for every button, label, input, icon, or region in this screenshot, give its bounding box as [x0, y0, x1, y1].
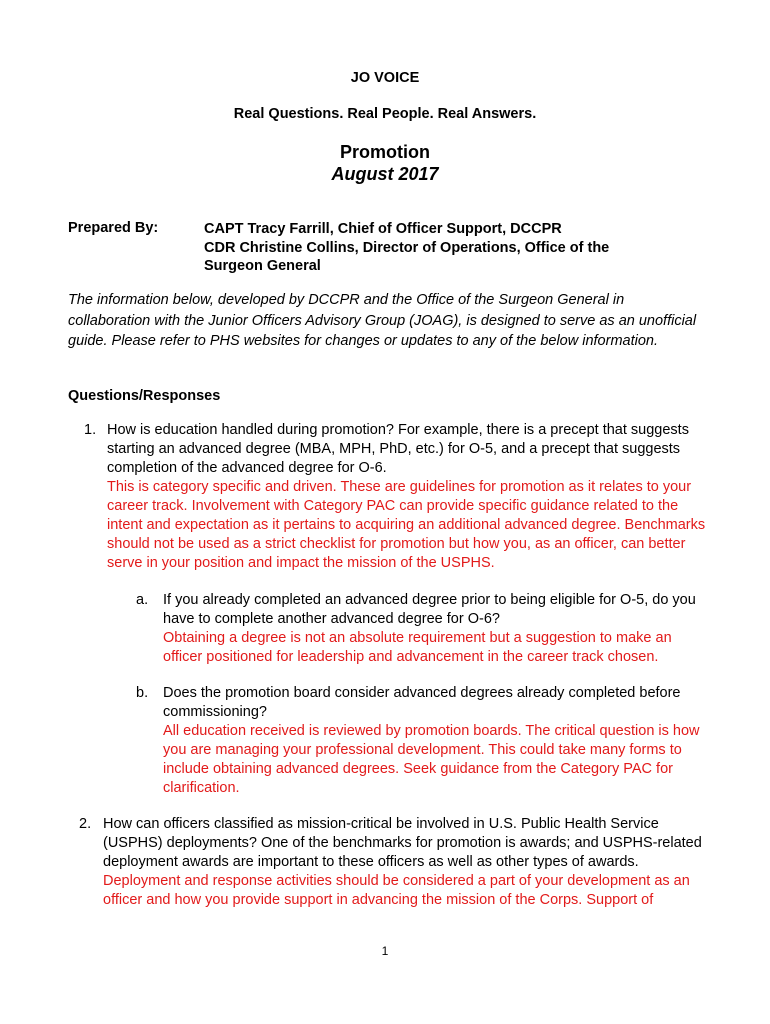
question-1-answer: This is category specific and driven. These are guidelines for promotion as it relates to your career track. Involvement with Category PAC can provide specific guidance related to the intent and expectation as it pertains to acquiring an additional advanced degree. Benchmarks should not be used as a strict checklist for promotion but how you, as an officer, can better serve in your position and impact the mission of the USPHS.	[107, 479, 706, 571]
question-2-text: How can officers classified as mission-critical be involved in U.S. Public Health Service (USPHS) deployments? One of the benchmarks for promotion is awards; and USPHS-related deployment awards are important to these officers as well as other types of awards.	[103, 816, 702, 870]
question-1-number: 1.	[84, 422, 97, 438]
intro-paragraph: The information below, developed by DCCPR and the Office of the Surgeon General in collaboration with the Junior Officers Advisory Group (JOAG), is designed to serve as an unofficial guide. Please refer to PHS websites for changes or updates to any of the below information.	[68, 292, 697, 349]
question-1a-answer: Obtaining a degree is not an absolute requirement but a suggestion to make an officer positioned for leadership and advancement in the career track chosen.	[163, 630, 672, 665]
question-1-text: How is education handled during promotion? For example, there is a precept that suggests starting an advanced degree (MBA, MPH, PhD, etc.) for O-5, and a precept that suggests completion of the advanced degree for O-6.	[107, 422, 689, 476]
question-1	[107, 421, 707, 573]
publication-name: JO VOICE	[350, 70, 420, 86]
question-2-answer: Deployment and response activities should be considered a part of your development as an officer and how you provide support in advancing the mission of the Corps. Support of	[103, 873, 690, 908]
document-title: Promotion	[340, 142, 430, 162]
question-1a-letter: a.	[136, 592, 149, 608]
author-line-2: CDR Christine Collins, Director of Operations, Office of the	[204, 239, 610, 256]
questions-heading: Questions/Responses	[68, 388, 221, 404]
prepared-by-names	[204, 220, 674, 276]
document-date: August 2017	[331, 164, 439, 184]
question-1b-text: Does the promotion board consider advanced degrees already completed before commissioning?	[163, 685, 681, 720]
question-1a	[163, 591, 708, 667]
question-1b-answer: All education received is reviewed by promotion boards. The critical question is how you are managing your professional development. This could take many forms to include obtaining advanced degrees. Seek guidance from the Category PAC for clarification.	[163, 723, 700, 796]
author-line-1: CAPT Tracy Farrill, Chief of Officer Support, DCCPR	[204, 221, 562, 237]
question-1a-text: If you already completed an advanced degree prior to being eligible for O-5, do you have to complete another advanced degree for O-6?	[163, 592, 696, 627]
prepared-by-label: Prepared By:	[68, 220, 159, 236]
question-2	[103, 815, 708, 910]
author-line-3: Surgeon General	[204, 258, 321, 274]
publication-tagline: Real Questions. Real People. Real Answers.	[233, 106, 537, 122]
question-2-number: 2.	[79, 816, 92, 832]
question-1b-letter: b.	[136, 685, 149, 701]
page-number: 1	[381, 944, 389, 958]
question-1b	[163, 684, 708, 798]
